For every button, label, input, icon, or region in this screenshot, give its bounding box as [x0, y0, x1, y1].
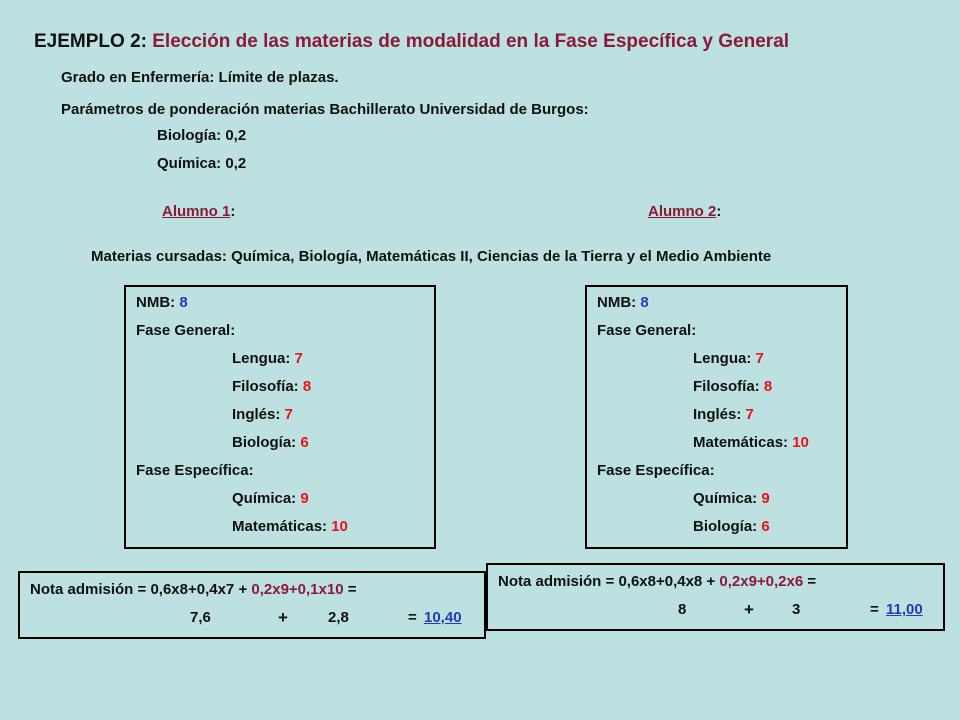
subject-grade: 8	[302, 378, 312, 395]
subject-row	[232, 490, 309, 507]
nota-result: 11,00	[886, 601, 923, 618]
nmb-value: 8	[179, 294, 188, 311]
nota-specific-value: 2,8	[328, 609, 349, 626]
alumno2-link[interactable]: Alumno 2	[648, 203, 717, 220]
page-title	[34, 31, 789, 53]
fase-general-label: Fase General:	[597, 322, 697, 339]
param-label: Biología:	[157, 127, 222, 144]
subject-grade: 7	[284, 406, 293, 423]
subject-row	[232, 350, 303, 367]
equals-sign: =	[408, 609, 417, 626]
nota-specific-value: 3	[792, 601, 801, 618]
nota-general-value: 8	[678, 601, 687, 618]
formula-part: Nota admisión = 0,6x8+0,4x8 +	[498, 573, 720, 590]
nota-admision-box-2	[486, 563, 945, 631]
nmb-label: NMB:	[597, 294, 637, 311]
equals-sign: =	[870, 601, 879, 618]
subject-grade: 9	[300, 490, 309, 507]
alumno1-heading	[162, 203, 235, 220]
subject-label: Química:	[232, 490, 297, 507]
nmb-row	[597, 294, 649, 311]
title-prefix: EJEMPLO 2:	[34, 31, 153, 52]
param-label: Química:	[157, 155, 222, 172]
subject-grade: 7	[745, 406, 754, 423]
grado-text: Grado en Enfermería: Límite de plazas.	[61, 69, 339, 86]
subject-row	[693, 350, 764, 367]
subject-label: Química:	[693, 490, 758, 507]
fase-especifica-label: Fase Específica:	[597, 462, 715, 479]
plus-sign: +	[278, 608, 288, 627]
subject-row	[232, 434, 309, 451]
formula-specific: 0,2x9+0,2x6	[719, 573, 804, 590]
subject-label: Lengua:	[232, 350, 291, 367]
plus-sign: +	[744, 600, 754, 619]
parametros-heading: Parámetros de ponderación materias Bachillerato Universidad de Burgos:	[61, 101, 589, 118]
subject-label: Matemáticas:	[693, 434, 789, 451]
alumno1-box	[124, 285, 436, 549]
subject-row	[232, 378, 311, 395]
alumno1-link[interactable]: Alumno 1	[162, 203, 231, 220]
alumno2-box	[585, 285, 848, 549]
subject-label: Matemáticas:	[232, 518, 328, 535]
subject-label: Inglés:	[232, 406, 281, 423]
subject-row	[693, 490, 770, 507]
title-text: Elección de las materias de modalidad en la Fase Específica y General	[152, 31, 790, 52]
nmb-row	[136, 294, 188, 311]
subject-grade: 10	[792, 434, 809, 451]
subject-grade: 6	[300, 434, 309, 451]
subject-grade: 6	[761, 518, 770, 535]
param-value: 0,2	[225, 155, 247, 172]
subject-label: Biología:	[693, 518, 758, 535]
formula-equals: =	[343, 581, 357, 598]
subject-label: Inglés:	[693, 406, 742, 423]
subject-row	[232, 406, 293, 423]
subject-grade: 10	[331, 518, 348, 535]
subject-label: Filosofía:	[232, 378, 299, 395]
subject-label: Filosofía:	[693, 378, 760, 395]
formula-part: Nota admisión = 0,6x8+0,4x7 +	[30, 581, 252, 598]
nota-general-value: 7,6	[190, 609, 211, 626]
subject-grade: 7	[294, 350, 303, 367]
subject-label: Lengua:	[693, 350, 752, 367]
subject-row	[232, 518, 348, 535]
materias-cursadas: Materias cursadas: Química, Biología, Matemáticas II, Ciencias de la Tierra y el Medio Ambiente	[91, 248, 772, 265]
nota-admision-box-1	[18, 571, 486, 639]
subject-grade: 7	[755, 350, 764, 367]
subject-row	[693, 406, 754, 423]
fase-especifica-label: Fase Específica:	[136, 462, 254, 479]
nmb-label: NMB:	[136, 294, 176, 311]
param-quimica	[157, 155, 246, 172]
formula-specific: 0,2x9+0,1x10	[251, 581, 344, 598]
nota-formula	[30, 581, 357, 598]
alumno2-heading	[648, 203, 721, 220]
subject-row	[693, 378, 772, 395]
param-value: 0,2	[225, 127, 247, 144]
param-biologia	[157, 127, 246, 144]
nmb-value: 8	[640, 294, 649, 311]
alumno2-colon: :	[716, 203, 722, 220]
formula-equals: =	[803, 573, 817, 590]
subject-grade: 8	[763, 378, 773, 395]
nota-result: 10,40	[424, 609, 462, 626]
subject-row	[693, 434, 809, 451]
subject-label: Biología:	[232, 434, 297, 451]
alumno1-colon: :	[230, 203, 236, 220]
subject-row	[693, 518, 770, 535]
subject-grade: 9	[761, 490, 770, 507]
fase-general-label: Fase General:	[136, 322, 236, 339]
nota-formula	[498, 573, 816, 590]
